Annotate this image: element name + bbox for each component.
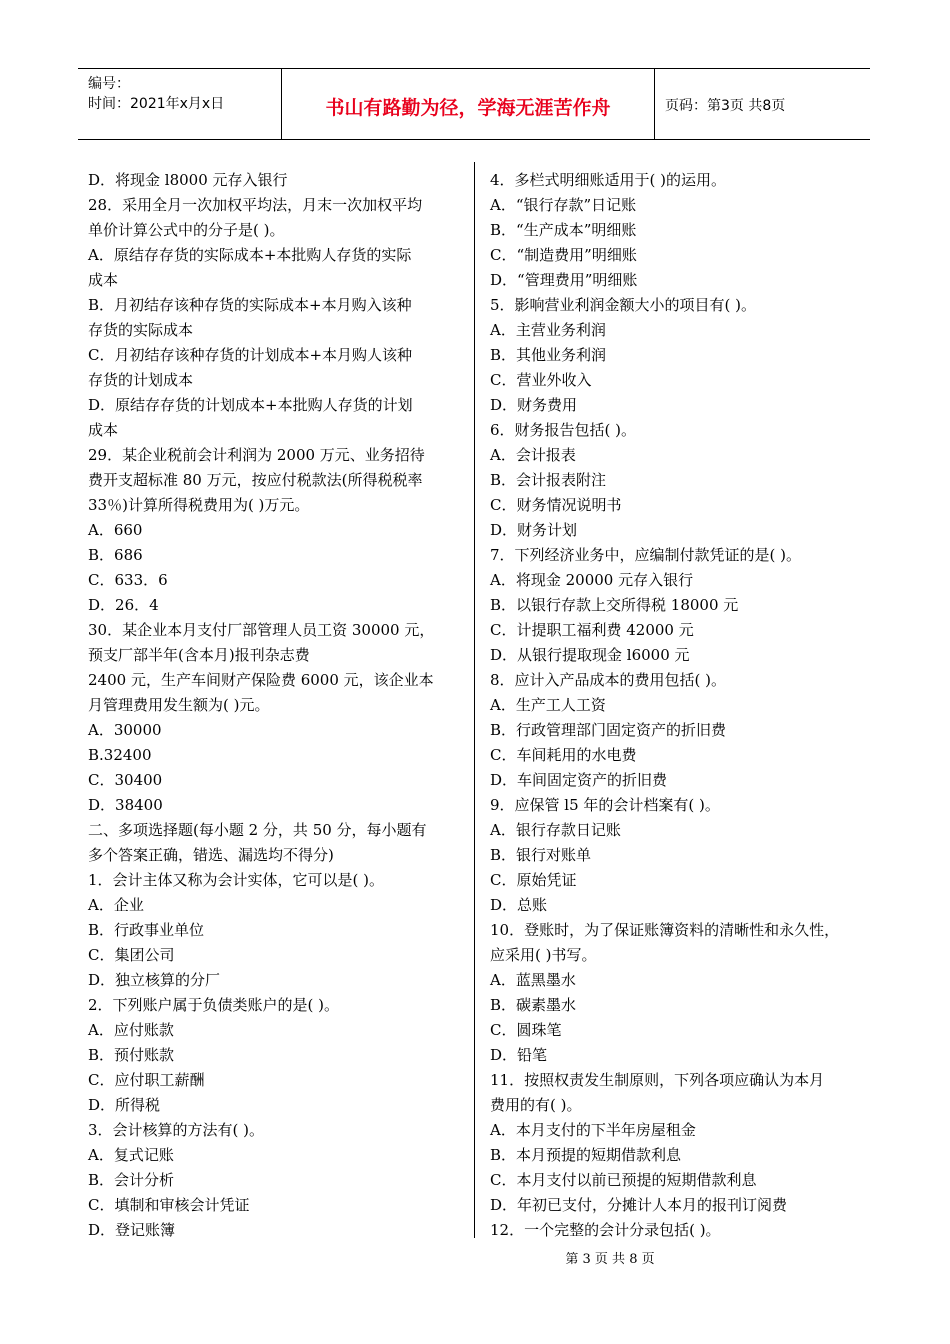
text-line: 11．按照权责发生制原则，下列各项应确认为本月	[490, 1071, 825, 1089]
text-line: 2．下列账户属于负债类账户的是( )。	[88, 996, 340, 1014]
text-line: D．原结存存货的计划成本+本批购人存货的计划	[88, 396, 413, 414]
text-line: C．营业外收入	[490, 371, 592, 389]
text-line: A．“银行存款”日记账	[490, 196, 637, 214]
text-line: B．行政事业单位	[88, 921, 205, 939]
text-line: C．30400	[88, 771, 163, 789]
column-divider	[474, 162, 475, 1238]
text-line: A．将现金 20000 元存入银行	[490, 571, 694, 589]
text-line: D．从银行提取现金 l6000 元	[490, 646, 690, 664]
text-line: 5．影响营业利润金额大小的项目有( )。	[490, 296, 757, 314]
text-line: B．本月预提的短期借款利息	[490, 1146, 682, 1164]
text-line: B．预付账款	[88, 1046, 175, 1064]
right-column	[490, 168, 875, 1243]
text-line: D．登记账簿	[88, 1221, 176, 1239]
header-info-cell	[78, 69, 282, 139]
text-line: C．集团公司	[88, 946, 175, 964]
text-line: D．车间固定资产的折旧费	[490, 771, 668, 789]
text-line: A．银行存款日记账	[490, 821, 621, 839]
text-line: 应采用( )书写。	[490, 946, 597, 964]
text-line: D．总账	[490, 896, 548, 914]
text-line: D．独立核算的分厂	[88, 971, 221, 989]
text-line: 30．某企业本月支付厂部管理人员工资 30000 元，	[88, 621, 435, 639]
page-label: 页码：第3页 共8页	[665, 98, 786, 114]
text-line: C．本月支付以前已预提的短期借款利息	[490, 1171, 757, 1189]
text-line: C．车间耗用的水电费	[490, 746, 637, 764]
text-line: B．碳素墨水	[490, 996, 577, 1014]
text-line: C．应付职工薪酬	[88, 1071, 205, 1089]
text-line: 预支厂部半年(含本月)报刊杂志费	[88, 646, 310, 664]
page-header	[78, 68, 870, 140]
text-line: B.32400	[88, 746, 152, 764]
text-line: C．633．6	[88, 571, 168, 589]
text-line: B．“生产成本”明细账	[490, 221, 637, 239]
text-line: B．会计分析	[88, 1171, 175, 1189]
text-line: D．年初已支付，分摊计人本月的报刊订阅费	[490, 1196, 788, 1214]
text-line: A．复式记账	[88, 1146, 174, 1164]
text-line: B．686	[88, 546, 143, 564]
text-line: 6．财务报告包括( )。	[490, 421, 637, 439]
text-line: C．圆珠笔	[490, 1021, 562, 1039]
header-motto-cell	[282, 69, 655, 139]
text-line: 费开支超标准 80 万元，按应付税款法(所得税税率	[88, 471, 423, 489]
text-line: D．财务计划	[490, 521, 578, 539]
text-line: A．企业	[88, 896, 144, 914]
text-line: A．蓝黑墨水	[490, 971, 576, 989]
text-line: A．会计报表	[490, 446, 576, 464]
text-line: B．银行对账单	[490, 846, 592, 864]
text-line: 1．会计主体又称为会计实体，它可以是( )。	[88, 871, 385, 889]
text-line: B．会计报表附注	[490, 471, 607, 489]
text-line: C．计提职工福利费 42000 元	[490, 621, 694, 639]
left-column	[88, 168, 468, 1243]
header-page-cell	[655, 69, 870, 139]
text-line: B．月初结存该种存货的实际成本+本月购入该种	[88, 296, 412, 314]
footer-page-number: 第 3 页 共 8 页	[565, 1252, 655, 1267]
text-line: B．其他业务利润	[490, 346, 607, 364]
text-line: 3．会计核算的方法有( )。	[88, 1121, 265, 1139]
text-line: A．660	[88, 521, 143, 539]
text-line: 单价计算公式中的分子是( )。	[88, 221, 285, 239]
text-line: D．铅笔	[490, 1046, 548, 1064]
text-line: D．所得税	[88, 1096, 161, 1114]
text-line: C．财务情况说明书	[490, 496, 622, 514]
time-label: 时间：2021年x月x日	[88, 96, 225, 112]
page-footer	[0, 1248, 950, 1267]
text-line: 7．下列经济业务中，应编制付款凭证的是( )。	[490, 546, 802, 564]
text-line: 2400 元，生产车间财产保险费 6000 元，该企业本	[88, 671, 434, 689]
text-line: 二、多项选择题(每小题 2 分，共 50 分，每小题有	[88, 821, 427, 839]
text-line: 4．多栏式明细账适用于( )的运用。	[490, 171, 727, 189]
text-line: 33％)计算所得税费用为( )万元。	[88, 496, 310, 514]
text-line: C．“制造费用”明细账	[490, 246, 637, 264]
text-line: A．主营业务利润	[490, 321, 606, 339]
text-line: A．本月支付的下半年房屋租金	[490, 1121, 696, 1139]
text-line: 9．应保管 l5 年的会计档案有( )。	[490, 796, 720, 814]
text-line: 费用的有( )。	[490, 1096, 582, 1114]
text-line: 28．采用全月一次加权平均法，月末一次加权平均	[88, 196, 423, 214]
text-line: C．月初结存该种存货的计划成本+本月购人该种	[88, 346, 413, 364]
text-line: A．30000	[88, 721, 162, 739]
text-line: 月管理费用发生额为( )元。	[88, 696, 270, 714]
text-line: 29．某企业税前会计利润为 2000 万元、业务招待	[88, 446, 425, 464]
text-line: 12．一个完整的会计分录包括( )。	[490, 1221, 721, 1239]
text-line: D．38400	[88, 796, 163, 814]
number-label: 编号：	[88, 76, 130, 92]
text-line: D．26．4	[88, 596, 159, 614]
text-line: A．原结存存货的实际成本+本批购人存货的实际	[88, 246, 412, 264]
text-line: 成本	[88, 421, 119, 439]
text-line: C．填制和审核会计凭证	[88, 1196, 250, 1214]
text-line: A．应付账款	[88, 1021, 174, 1039]
text-line: 存货的计划成本	[88, 371, 194, 389]
text-line: C．原始凭证	[490, 871, 577, 889]
text-line: A．生产工人工资	[490, 696, 606, 714]
motto-text: 书山有路勤为径，学海无涯苦作舟	[325, 97, 611, 119]
text-line: B．以银行存款上交所得税 18000 元	[490, 596, 739, 614]
text-line: B．行政管理部门固定资产的折旧费	[490, 721, 727, 739]
text-line: 10．登账时，为了保证账簿资料的清晰性和永久性，	[490, 921, 840, 939]
text-line: 8．应计入产品成本的费用包括( )。	[490, 671, 727, 689]
text-line: 存货的实际成本	[88, 321, 194, 339]
text-line: 多个答案正确，错选、漏选均不得分)	[88, 846, 334, 864]
text-line: D．将现金 l8000 元存入银行	[88, 171, 288, 189]
text-line: 成本	[88, 271, 119, 289]
text-line: D．“管理费用”明细账	[490, 271, 638, 289]
text-line: D．财务费用	[490, 396, 578, 414]
